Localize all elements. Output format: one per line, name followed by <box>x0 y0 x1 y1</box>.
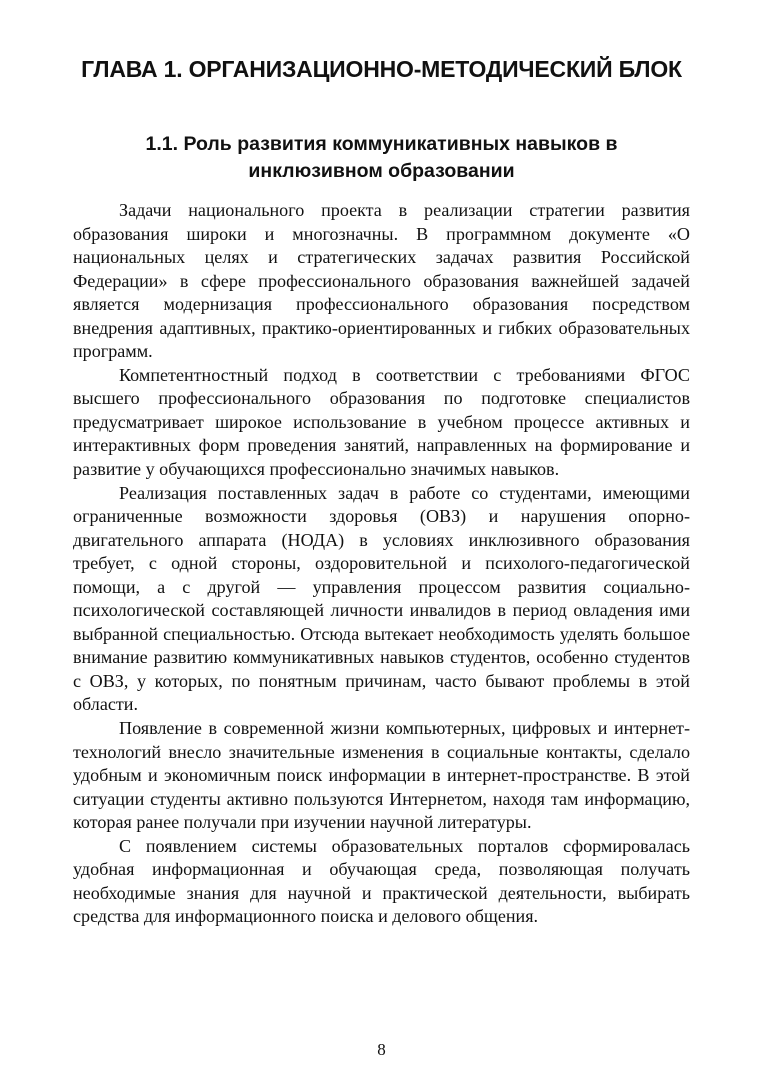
paragraph-5: С появлением системы образовательных порталов сформировалась удобная информационная и обучающая среда, позволяющая получать необходимые знания для научной и практической деятельности, выбирать средства для информационного поиска и делового общения. <box>73 835 690 927</box>
page-number: 8 <box>377 1040 386 1059</box>
section-title: 1.1. Роль развития коммуникативных навыков в инклюзивном образовании <box>145 133 618 182</box>
chapter-title: ГЛАВА 1. ОРГАНИЗАЦИОННО-МЕТОДИЧЕСКИЙ БЛОК <box>81 56 682 82</box>
body-text <box>73 199 690 929</box>
paragraph-3: Реализация поставленных задач в работе со студентами, имеющими ограниченные возможности здоровья (ОВЗ) и нарушения опорно-двигательного аппарата (НОДА) в условиях инклюзивного образования требует, с одной стороны, оздоровительной и психолого-педагогической помощи, а с другой — управления процессом развития социально-психологической составляющей личности инвалидов в период овладения ими выбранной специальностью. Отсюда вытекает необходимость уделять большое внимание развитию коммуникативных навыков студентов, особенно студентов с ОВЗ, у которых, по понятным причинам, часто бывают проблемы в этой области. <box>73 482 690 715</box>
paragraph-2: Компетентностный подход в соответствии с требованиями ФГОС высшего профессионального образования по подготовке специалистов предусматривает широкое использование в учебном процессе активных и интерактивных форм проведения занятий, направленных на формирование и развитие у обучающихся профессионально значимых навыков. <box>73 364 690 480</box>
paragraph-1: Задачи национального проекта в реализации стратегии развития образования широки и многозначны. В программном документе «О национальных целях и стратегических задачах развития Российской Федерации» в сфере профессионального образования важнейшей задачей является модернизация профессионального образования посредством внедрения адаптивных, практико-ориентированных и гибких образовательных программ. <box>73 200 690 362</box>
paragraph-4: Появление в современной жизни компьютерных, цифровых и интернет-технологий внесло значительные изменения в социальные контакты, сделало удобным и экономичным поиск информации в интернет-пространстве. В этой ситуации студенты активно пользуются Интернетом, находя там информацию, которая ранее получали при изучении научной литературы. <box>73 718 690 833</box>
